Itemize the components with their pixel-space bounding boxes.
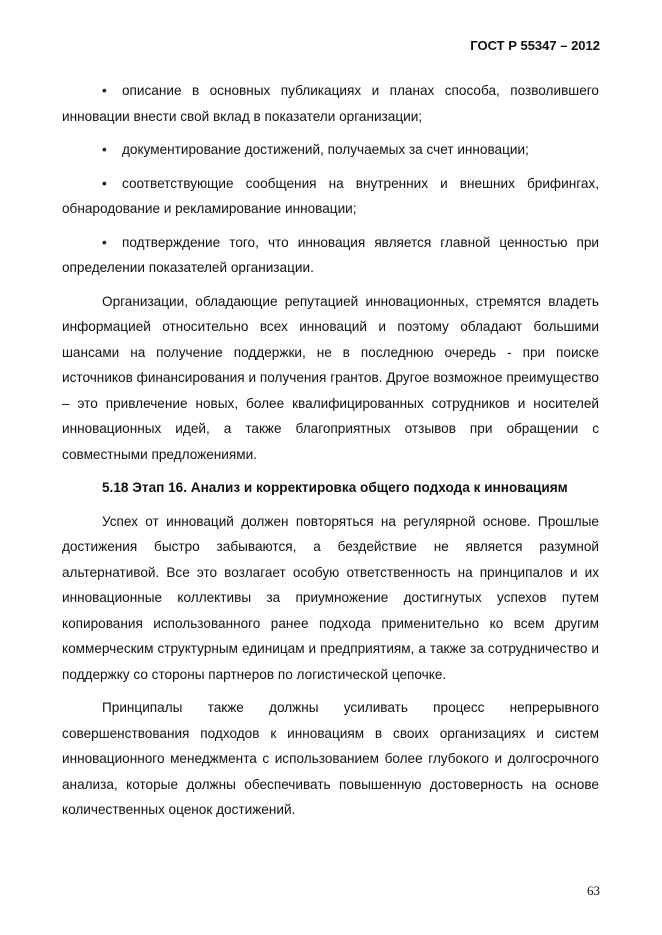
- paragraph-principals: Принципалы также должны усиливать процесс непрерывного совершенствования подходов к инновациям в своих организациях и систем инновационного менеджмента с использованием более глубокого и долгосрочного анализа, которые должны обеспечивать повышенную достоверность на основе количественных оценок достижений.: [62, 700, 599, 817]
- bullet-item: [62, 78, 599, 129]
- bullet-text: подтверждение того, что инновация является главной ценностью при определении показателей организации.: [62, 234, 599, 275]
- paragraph-reputation: Организации, обладающие репутацией инновационных, стремятся владеть информацией относительно всех инноваций и поэтому обладают большими шансами на получение поддержки, не в последнюю очередь - при поиске источников финансирования и получения грантов. Другое возможное преимущество – это привлечение новых, более квалифицированных сотрудников и носителей инновационных идей, а также благоприятных отзывов при обращении с совместными предложениями.: [62, 293, 599, 462]
- bullet-marker: •: [102, 234, 107, 250]
- bullet-item: [62, 171, 599, 222]
- bullet-marker: •: [102, 142, 107, 157]
- document-code-header: ГОСТ Р 55347 – 2012: [470, 38, 600, 53]
- paragraph-success: Успех от инноваций должен повторяться на регулярной основе. Прошлые достижения быстро забываются, а бездействие не является разумной альтернативой. Все это возлагает особую ответственность на принципалов и их инновационные коллективы за приумножение достигнутых успехов путем копирования использованного ранее подхода применительно ко всем другим коммерческим структурным единицам и предприятиям, а также за сотрудничество и поддержку со стороны партнеров по логистической цепочке.: [62, 513, 599, 682]
- page-number: 63: [587, 883, 600, 898]
- page-body: [62, 78, 599, 831]
- bullet-marker: •: [102, 83, 107, 98]
- bullet-text: соответствующие сообщения на внутренних и внешних брифингах, обнародование и рекламирование инновации;: [62, 175, 599, 216]
- section-heading: 5.18 Этап 16. Анализ и корректировка общего подхода к инновациям: [102, 480, 568, 495]
- bullet-marker: •: [102, 175, 107, 191]
- bullet-item: [62, 230, 599, 281]
- bullet-text: документирование достижений, получаемых за счет инновации;: [122, 142, 529, 157]
- bullet-item: [62, 137, 599, 163]
- bullet-text: описание в основных публикациях и планах способа, позволившего инновации внести свой вклад в показатели организации;: [62, 83, 599, 124]
